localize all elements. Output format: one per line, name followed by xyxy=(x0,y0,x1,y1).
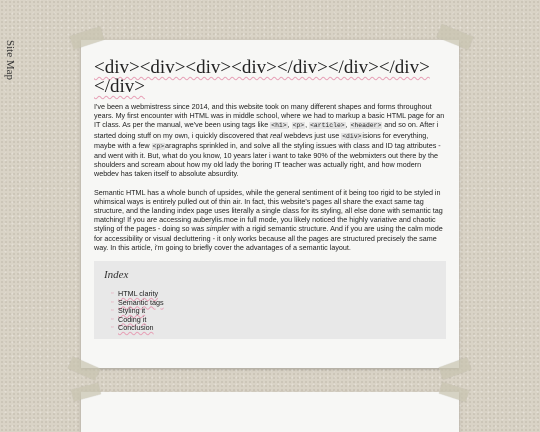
text-run: , xyxy=(305,120,310,130)
text-run: webdevs just use xyxy=(282,130,342,140)
emphasis: real xyxy=(270,130,283,140)
index-link-coding-it[interactable]: Coding it xyxy=(118,314,147,324)
site-map-link[interactable]: Site Map xyxy=(4,40,16,81)
article-card xyxy=(81,40,459,368)
article-title: <div><div><div><div></div></div></div></div> xyxy=(94,57,430,97)
text-run: and so on. After i started doing stuff on my own, i quickly discovered that xyxy=(94,120,439,140)
inline-code: <article> xyxy=(310,122,345,130)
text-run: with a rigid semantic structure. And if you are using the calm mode for accessibility or visual decluttering - it only works because all the pages are structured precisely the same way. In this article, i'm going to briefly cover the advantages of a semantic layout. xyxy=(94,224,443,252)
inline-code: <div> xyxy=(342,132,362,140)
emphasis: simpler xyxy=(206,224,230,234)
index-box xyxy=(94,261,446,339)
intro-paragraph xyxy=(94,102,446,179)
index-item xyxy=(118,316,436,325)
text-run: I've been a webmistress since 2014, and this website took on many different shapes and forms throughout years. My first encounter with HTML was in middle school, where we had to markup a basic HTML page for an IT class. As per the manual, we've been using tags like xyxy=(94,102,445,130)
next-article-card xyxy=(81,392,459,432)
inline-code: <p> xyxy=(292,122,305,130)
index-item xyxy=(118,290,436,299)
text-run: , xyxy=(345,120,350,130)
index-heading: Index xyxy=(104,269,129,282)
semantic-paragraph xyxy=(94,188,446,252)
inline-code: <h1> xyxy=(271,122,287,130)
text-run: , xyxy=(287,120,292,130)
index-link-html-clarity[interactable]: HTML clarity xyxy=(118,289,159,299)
text-run: isions for everything, maybe with a few xyxy=(94,130,429,150)
index-item xyxy=(118,324,436,333)
index-item xyxy=(118,307,436,316)
inline-code: <p> xyxy=(152,142,165,150)
index-list xyxy=(104,290,436,333)
index-link-conclusion[interactable]: Conclusion xyxy=(118,323,154,333)
text-run: Semantic HTML has a whole bunch of upsides, while the general sentiment of it being too rigid to be styled in whimsical ways is entirely pulled out of thin air. In fact, this website's pages all share the exact same tag structure, and the landing index page uses literally a single class for its styling, all else done with semantic tag matching! If you are accessing auberylis.moe in full mode, you likely noticed the highly variative and chaotic styling of the pages - doing so was xyxy=(94,187,443,234)
index-link-styling-it[interactable]: Styling it xyxy=(118,306,146,316)
text-run: aragraphs sprinkled in, and solve all the styling issues with class and ID tag attributes - and went with it. But, what do you know, 10 years later i want to take 90% of the webmixters out there by the shoulders and scream about how my old lady the boring IT teacher was actually right, and how modern webdev has taken itself to absolute absurdity. xyxy=(94,140,441,179)
inline-code: <header> xyxy=(350,122,382,130)
index-link-semantic-tags[interactable]: Semantic tags xyxy=(118,297,164,307)
index-item xyxy=(118,299,436,308)
